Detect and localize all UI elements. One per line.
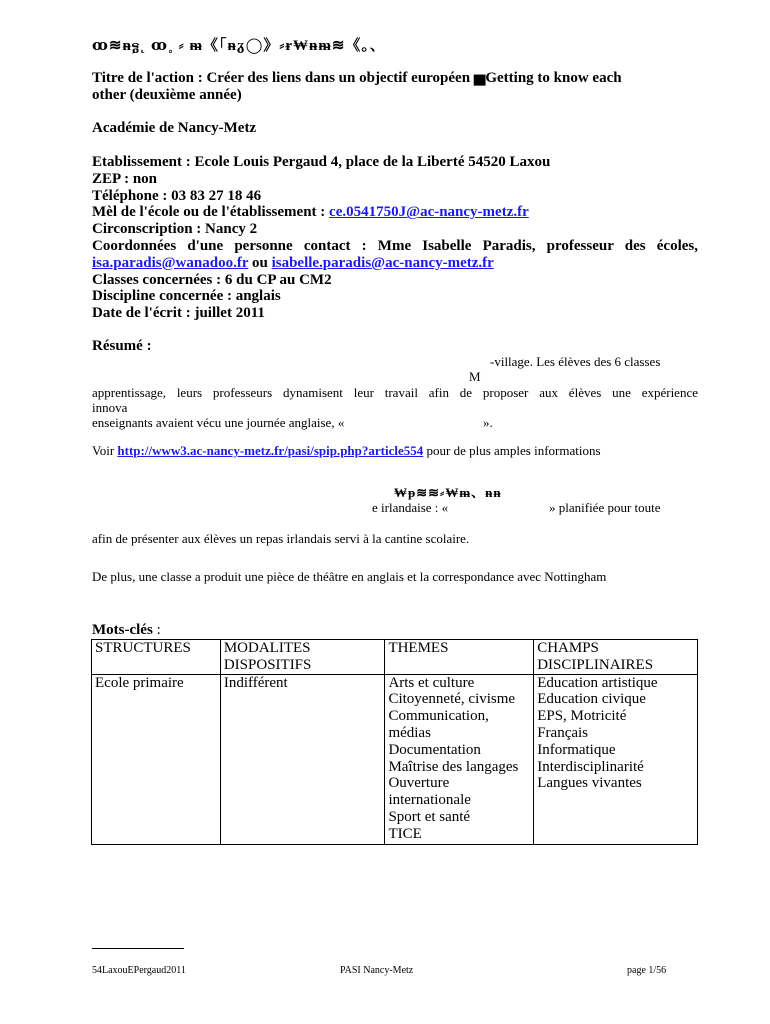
col-header-structures: STRUCTURES: [92, 640, 221, 675]
theme-item: Citoyenneté, civisme: [388, 691, 516, 708]
resume-frag-2: M: [469, 369, 481, 384]
resume-heading: Résumé :: [92, 338, 152, 354]
champ-item: Education civique: [537, 691, 646, 708]
champ-item: Education artistique: [537, 674, 658, 691]
col-header-themes: THEMES: [385, 640, 534, 675]
mel-link[interactable]: ce.0541750J@ac-nancy-metz.fr: [329, 204, 529, 221]
title-text: Créer des liens dans un objectif européen: [206, 70, 471, 86]
academie: Académie de Nancy-Metz: [92, 120, 257, 136]
resume-line-4: innova: [92, 400, 128, 415]
champ-item: Informatique: [537, 741, 616, 758]
repas: afin de présenter aux élèves un repas irlandais servi à la cantine scolaire.: [92, 531, 470, 546]
theme-item: Ouverture internationale: [388, 775, 471, 809]
keywords-colon: :: [156, 622, 161, 638]
resume-line-5b: ».: [483, 415, 493, 430]
table-header-row: [92, 640, 698, 675]
cell-champs: [534, 674, 698, 844]
table-row: [92, 674, 698, 844]
theme-item: TICE: [388, 825, 422, 842]
de-plus: De plus, une classe a produit une pièce de théâtre en anglais et la correspondance avec Nottingham: [92, 569, 607, 584]
action-title: [92, 70, 698, 104]
theme-item: Arts et culture: [388, 674, 475, 691]
discipline: Discipline concernée : anglais: [92, 288, 281, 305]
col-header-modalites: MODALITES DISPOSITIFS: [220, 640, 385, 675]
title-label: Titre de l'action :: [92, 70, 203, 86]
champ-item: Langues vivantes: [537, 775, 642, 792]
title-mark: ▅: [473, 70, 486, 86]
footer-left: 54LaxouEPergaud2011: [92, 965, 186, 976]
title-line2: other (deuxième année): [92, 86, 242, 103]
cell-modalite: Indifférent: [220, 674, 385, 844]
irlandaise-a: e irlandaise : «: [372, 500, 449, 515]
zep: ZEP : non: [92, 170, 158, 187]
resume-frag-1: -village. Les élèves des 6 classes: [490, 354, 661, 369]
cell-themes: [385, 674, 534, 844]
footnote-rule: [92, 948, 184, 949]
keywords-label: Mots-clés: [92, 622, 153, 638]
theme-item: Communication, médias: [388, 708, 489, 741]
mel-label: Mèl de l'école ou de l'établissement :: [92, 204, 326, 221]
contact: Coordonnées d'une personne contact : Mme Isabelle Paradis, professeur des écoles,: [92, 237, 698, 254]
contact-ou: ou: [251, 254, 268, 271]
contact-email-1[interactable]: isa.paradis@wanadoo.fr: [92, 254, 249, 271]
mel-line: [92, 204, 698, 221]
theme-item: Maîtrise des langages: [388, 758, 519, 775]
keywords-table: [91, 639, 698, 845]
circonscription: Circonscription : Nancy 2: [92, 221, 258, 238]
footer-page: page 1/56: [627, 965, 667, 976]
theme-item: Sport et santé: [388, 808, 471, 825]
telephone: Téléphone : 03 83 27 18 46: [92, 187, 262, 204]
contact-emails: [92, 255, 698, 272]
champ-item: Interdisciplinarité: [537, 758, 644, 775]
col-header-champs: CHAMPS DISCIPLINAIRES: [534, 640, 698, 675]
voir-label: Voir: [92, 443, 115, 458]
theme-item: Documentation: [388, 741, 481, 758]
champ-item: Français: [537, 724, 589, 741]
info-block: [92, 154, 698, 322]
title-text-b: Getting to know each: [485, 70, 622, 86]
classes: Classes concernées : 6 du CP au CM2: [92, 271, 332, 288]
footer-center: PASI Nancy-Metz: [340, 965, 414, 976]
etablissement: Etablissement : Ecole Louis Pergaud 4, place de la Liberté 54520 Laxou: [92, 154, 551, 170]
contact-email-2[interactable]: isabelle.paradis@ac-nancy-metz.fr: [271, 254, 494, 271]
date-ecrit: Date de l'écrit : juillet 2011: [92, 305, 265, 322]
glyph-line: ₩ᵽ≋≋⸗₩ᵯ、ᵰᵰ: [394, 485, 502, 500]
resume-line-3: apprentissage, leurs professeurs dynamisent leur travail afin de proposer aux élèves une expérience: [92, 385, 698, 400]
voir-rest: pour de plus amples informations: [426, 443, 601, 458]
champ-item: EPS, Motricité: [537, 708, 627, 725]
irlandaise-b: » planifiée pour toute: [549, 500, 661, 515]
voir-link[interactable]: http://www3.ac-nancy-metz.fr/pasi/spip.php?article554: [117, 443, 424, 458]
resume-line-5a: enseignants avaient vécu une journée anglaise, «: [92, 415, 345, 430]
keywords-heading: [92, 622, 161, 639]
header-glyphs: ꝏ≋ᵰᵷ˛ ꝏ˳ ⸗ ᵯ《「ᵰᵹ◯》⸗ᵲ₩ᵰᵯ≋《。、: [92, 38, 386, 54]
voir-line: [92, 443, 601, 458]
cell-structure: Ecole primaire: [92, 674, 221, 844]
